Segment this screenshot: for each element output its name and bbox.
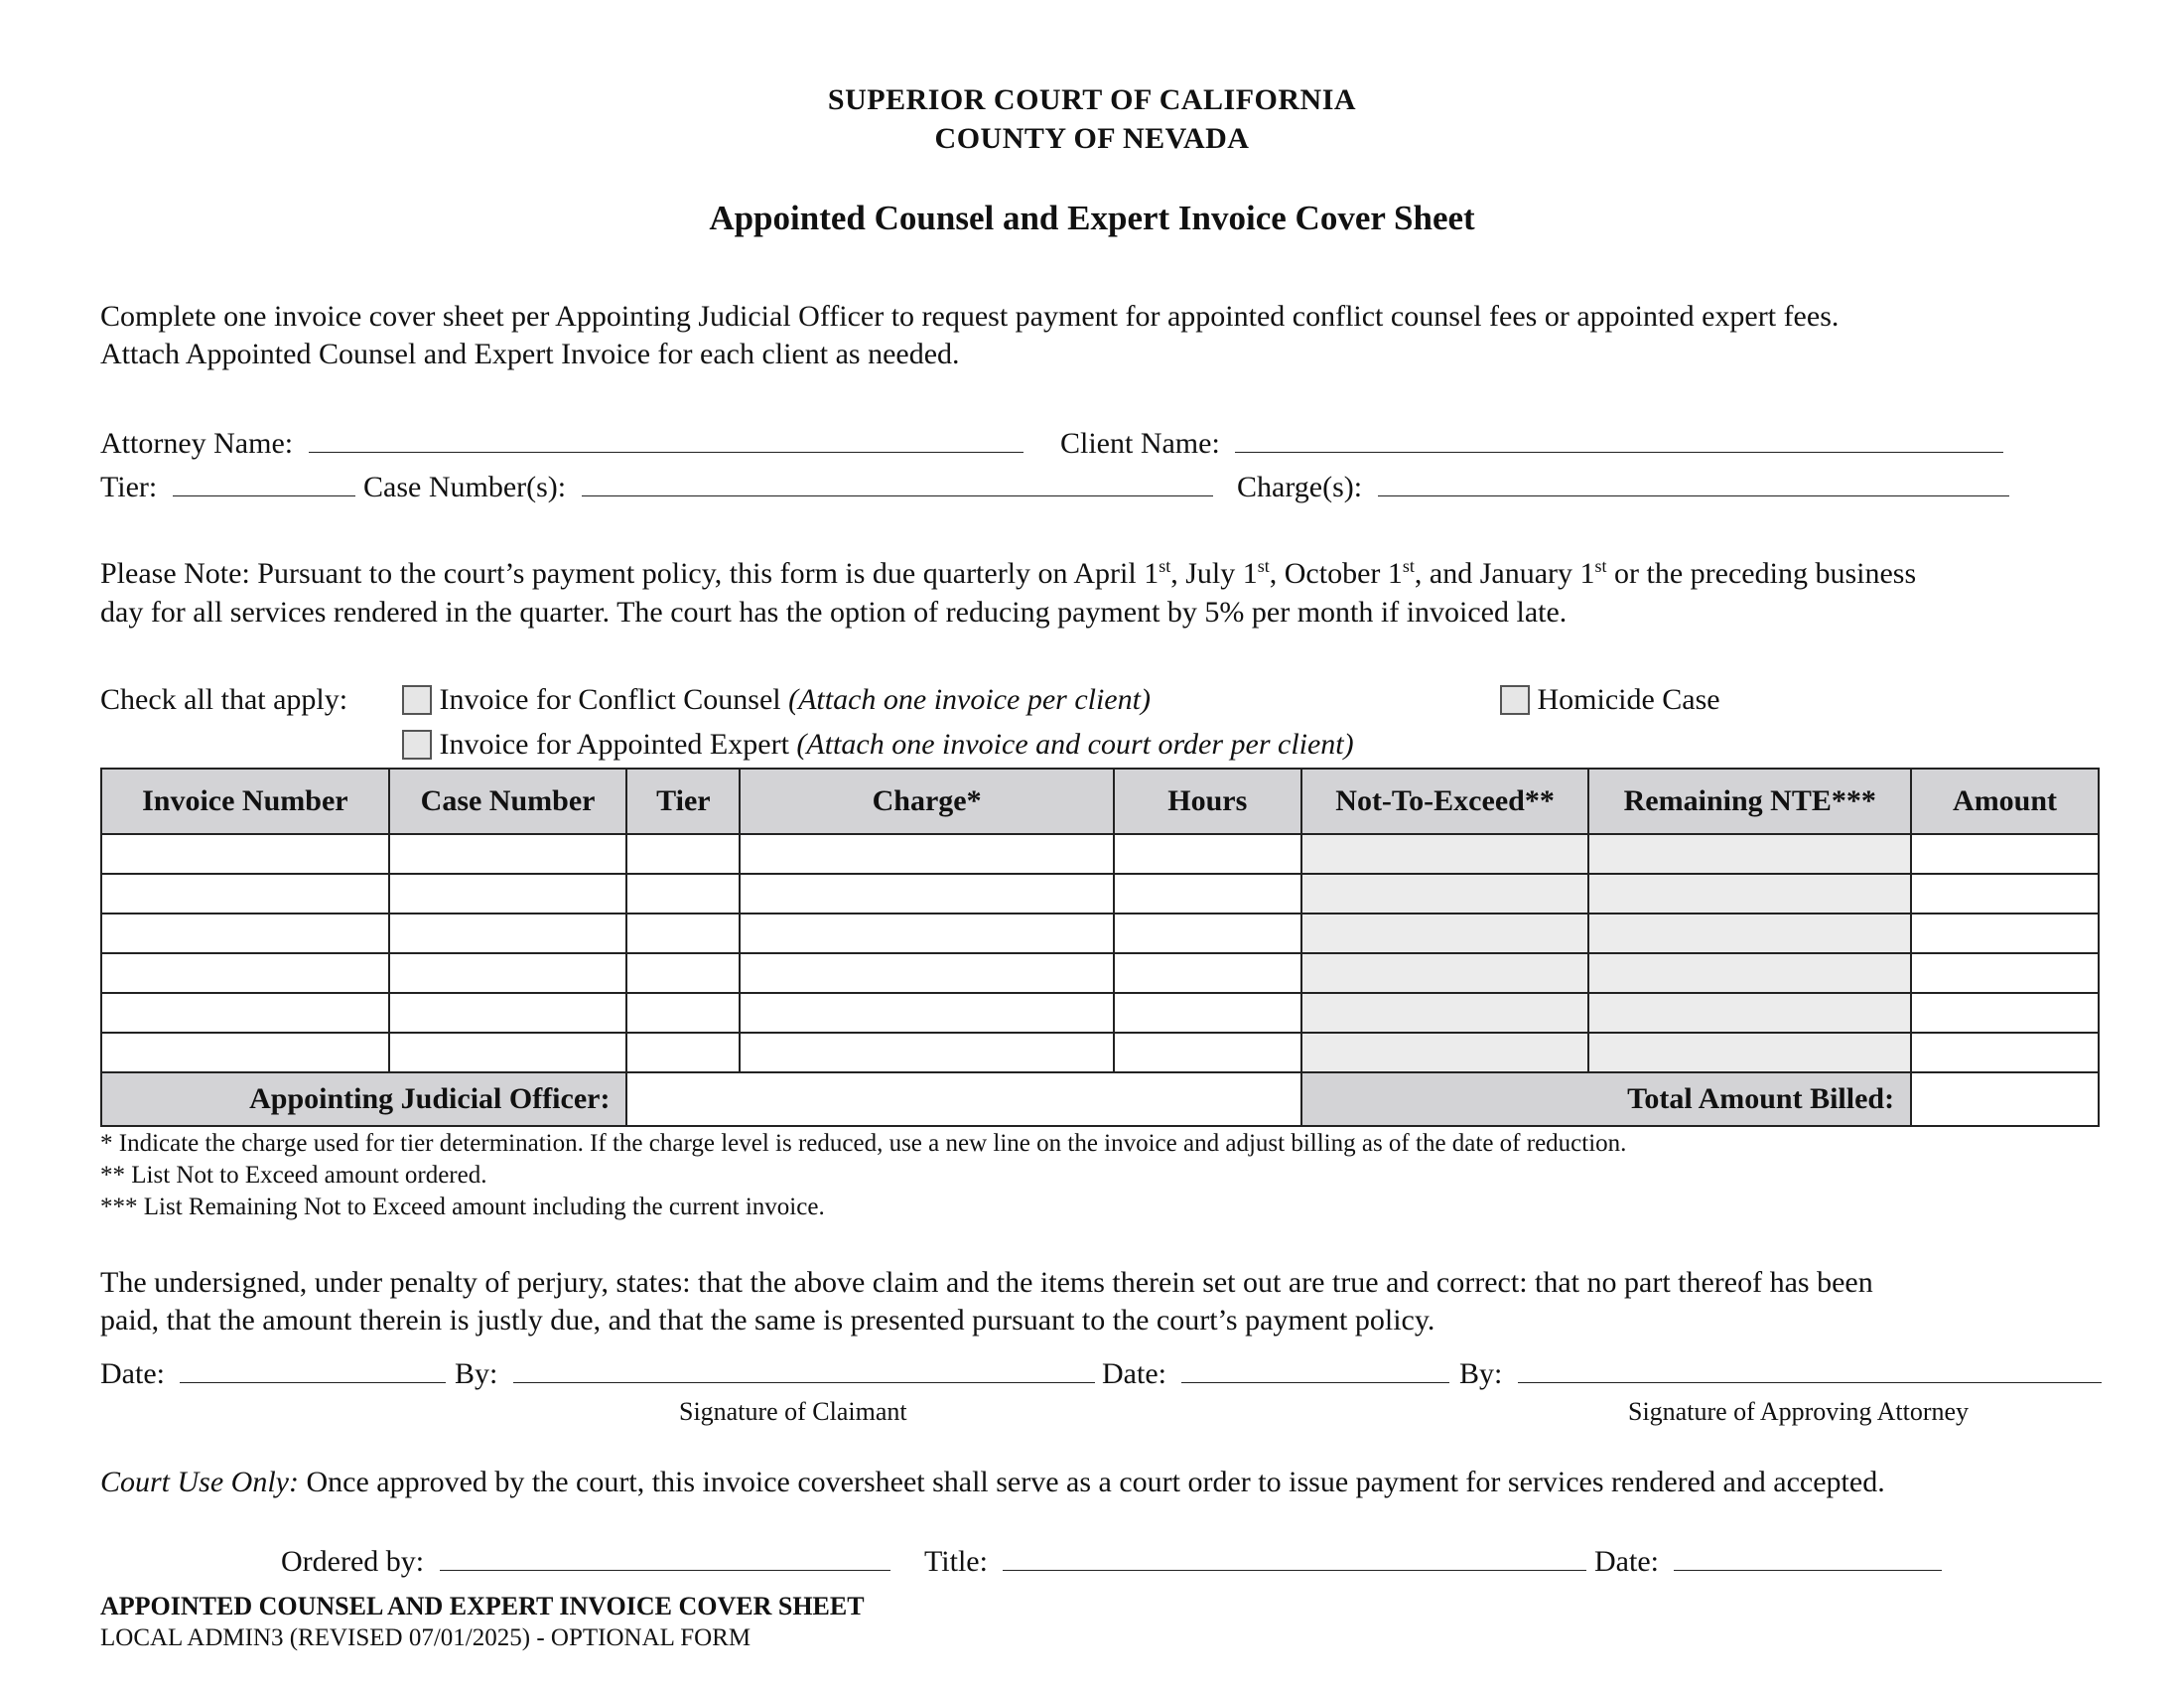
- appointed-expert-checkbox[interactable]: [402, 730, 432, 760]
- table-cell[interactable]: [1588, 834, 1911, 874]
- claimant-by-row: [455, 1356, 1095, 1391]
- table-cell[interactable]: [626, 953, 740, 993]
- table-cell[interactable]: [1114, 993, 1301, 1033]
- table-cell[interactable]: [626, 993, 740, 1033]
- court-name: SUPERIOR COURT OF CALIFORNIA: [827, 83, 1357, 116]
- ordered-by-label: Ordered by:: [281, 1545, 425, 1578]
- table-cell[interactable]: [389, 1033, 627, 1072]
- order-title-label: Title:: [924, 1545, 988, 1578]
- order-title-row: [924, 1544, 1586, 1579]
- appointed-expert-note: (Attach one invoice and court order per client): [796, 728, 1354, 761]
- attorney-name-field[interactable]: [309, 426, 1024, 453]
- table-cell[interactable]: [1301, 1033, 1589, 1072]
- approver-signature-field[interactable]: [1518, 1356, 2102, 1383]
- approver-by-label: By:: [1459, 1357, 1503, 1390]
- note-part-2: , July 1: [1170, 557, 1258, 590]
- note-sup: st: [1402, 556, 1415, 576]
- table-cell[interactable]: [389, 914, 627, 953]
- table-cell[interactable]: [1588, 993, 1911, 1033]
- conflict-counsel-note: (Attach one invoice per client): [788, 683, 1151, 716]
- note-part-3: , October 1: [1269, 557, 1403, 590]
- ordered-by-row: [281, 1544, 890, 1579]
- table-cell[interactable]: [1911, 1033, 2099, 1072]
- conflict-counsel-option: [402, 683, 1151, 717]
- table-cell[interactable]: [626, 914, 740, 953]
- table-row: [101, 834, 2099, 874]
- table-cell[interactable]: [389, 993, 627, 1033]
- column-header: Remaining NTE***: [1588, 769, 1911, 834]
- attorney-name-row: [100, 426, 1024, 461]
- invoice-table: [100, 768, 2100, 1127]
- case-numbers-row: [363, 470, 1213, 504]
- table-cell[interactable]: [101, 834, 389, 874]
- table-row: [101, 953, 2099, 993]
- table-cell[interactable]: [1114, 914, 1301, 953]
- column-header: Charge*: [740, 769, 1114, 834]
- total-amount-label: Total Amount Billed:: [1301, 1072, 1911, 1126]
- column-header: Hours: [1114, 769, 1301, 834]
- table-cell[interactable]: [1588, 874, 1911, 914]
- table-cell[interactable]: [1911, 834, 2099, 874]
- table-cell[interactable]: [740, 834, 1114, 874]
- claimant-signature-caption: Signature of Claimant: [679, 1397, 907, 1426]
- table-cell[interactable]: [1301, 993, 1589, 1033]
- table-cell[interactable]: [626, 874, 740, 914]
- homicide-checkbox[interactable]: [1500, 685, 1530, 715]
- table-cell[interactable]: [740, 953, 1114, 993]
- court-use-only: [100, 1466, 1885, 1499]
- tier-field[interactable]: [173, 470, 355, 496]
- claimant-date-label: Date:: [100, 1357, 165, 1390]
- table-cell[interactable]: [389, 953, 627, 993]
- table-cell[interactable]: [1114, 874, 1301, 914]
- table-cell[interactable]: [101, 1033, 389, 1072]
- form-title-footer: APPOINTED COUNSEL AND EXPERT INVOICE COVER SHEET: [100, 1592, 865, 1620]
- table-cell[interactable]: [740, 914, 1114, 953]
- approver-by-row: [1459, 1356, 2102, 1391]
- tier-label: Tier:: [100, 471, 158, 503]
- tier-row: [100, 470, 355, 504]
- table-cell[interactable]: [740, 1033, 1114, 1072]
- table-cell[interactable]: [1114, 1033, 1301, 1072]
- table-cell[interactable]: [389, 874, 627, 914]
- table-cell[interactable]: [1911, 993, 2099, 1033]
- table-cell[interactable]: [740, 874, 1114, 914]
- order-date-field[interactable]: [1674, 1544, 1942, 1571]
- table-cell[interactable]: [1301, 914, 1589, 953]
- conflict-counsel-label: Invoice for Conflict Counsel: [439, 683, 781, 716]
- county-name: COUNTY OF NEVADA: [934, 122, 1250, 155]
- table-header-row: [101, 769, 2099, 834]
- approver-date-label: Date:: [1102, 1357, 1166, 1390]
- intro-line-1: Complete one invoice cover sheet per Appointing Judicial Officer to request payment for appointed conflict counsel fees or appointed expert fees.: [100, 300, 1840, 333]
- homicide-option: [1500, 683, 1720, 717]
- column-header: Invoice Number: [101, 769, 389, 834]
- appointed-expert-option: [402, 728, 1354, 762]
- claimant-date-field[interactable]: [180, 1356, 446, 1383]
- note-sup: st: [1159, 556, 1171, 576]
- table-row: [101, 874, 2099, 914]
- table-cell[interactable]: [1588, 1033, 1911, 1072]
- table-cell[interactable]: [1911, 874, 2099, 914]
- conflict-counsel-checkbox[interactable]: [402, 685, 432, 715]
- table-row: [101, 993, 2099, 1033]
- approver-signature-caption: Signature of Approving Attorney: [1628, 1397, 1970, 1426]
- table-cell[interactable]: [1301, 834, 1589, 874]
- court-use-text: Once approved by the court, this invoice coversheet shall serve as a court order to issue payment for services rendered and accepted.: [298, 1466, 1885, 1498]
- table-cell[interactable]: [1301, 874, 1589, 914]
- charges-label: Charge(s):: [1237, 471, 1363, 503]
- table-cell[interactable]: [389, 834, 627, 874]
- client-name-label: Client Name:: [1060, 427, 1220, 460]
- column-header: Not-To-Exceed**: [1301, 769, 1589, 834]
- case-numbers-label: Case Number(s):: [363, 471, 567, 503]
- appointing-officer-field[interactable]: [626, 1072, 1300, 1126]
- appointing-officer-label: Appointing Judicial Officer:: [101, 1072, 626, 1126]
- footnote-3: *** List Remaining Not to Exceed amount including the current invoice.: [100, 1194, 825, 1220]
- total-amount-field[interactable]: [1911, 1072, 2099, 1126]
- table-cell[interactable]: [1588, 953, 1911, 993]
- payment-note-line-1: [100, 557, 1916, 591]
- note-sup: st: [1257, 556, 1270, 576]
- approver-date-field[interactable]: [1181, 1356, 1449, 1383]
- declaration-line-1: The undersigned, under penalty of perjury, states: that the above claim and the items therein set out are true and correct: that no part thereof has been: [100, 1266, 1873, 1299]
- footnote-2: ** List Not to Exceed amount ordered.: [100, 1162, 487, 1189]
- table-cell[interactable]: [1911, 953, 2099, 993]
- table-cell[interactable]: [626, 1033, 740, 1072]
- payment-note-line-2: day for all services rendered in the quarter. The court has the option of reducing payment by 5% per month if invoiced late.: [100, 596, 1568, 629]
- table-cell[interactable]: [740, 993, 1114, 1033]
- table-cell[interactable]: [101, 993, 389, 1033]
- table-cell[interactable]: [1301, 953, 1589, 993]
- court-use-label: Court Use Only:: [100, 1466, 299, 1498]
- form-id-footer: LOCAL ADMIN3 (REVISED 07/01/2025) - OPTIONAL FORM: [100, 1624, 751, 1651]
- order-date-row: [1594, 1544, 1942, 1579]
- claimant-date-row: [100, 1356, 446, 1391]
- note-sup: st: [1594, 556, 1607, 576]
- order-title-field[interactable]: [1003, 1544, 1586, 1571]
- page-title: Appointed Counsel and Expert Invoice Cover Sheet: [709, 199, 1475, 237]
- charges-row: [1237, 470, 2009, 504]
- homicide-label: Homicide Case: [1537, 683, 1720, 716]
- case-numbers-field[interactable]: [582, 470, 1213, 496]
- approver-date-row: [1102, 1356, 1449, 1391]
- charges-field[interactable]: [1378, 470, 2009, 496]
- table-cell[interactable]: [626, 834, 740, 874]
- note-part-5: or the preceding business: [1606, 557, 1917, 590]
- attorney-name-label: Attorney Name:: [100, 427, 294, 460]
- table-footer-row: [101, 1072, 2099, 1126]
- note-part-1: Please Note: Pursuant to the court’s payment policy, this form is due quarterly on April 1: [100, 557, 1160, 590]
- table-cell[interactable]: [101, 953, 389, 993]
- note-part-4: , and January 1: [1414, 557, 1595, 590]
- table-cell[interactable]: [1588, 914, 1911, 953]
- client-name-field[interactable]: [1235, 426, 2003, 453]
- order-date-label: Date:: [1594, 1545, 1659, 1578]
- column-header: Tier: [626, 769, 740, 834]
- client-name-row: [1060, 426, 2003, 461]
- intro-line-2: Attach Appointed Counsel and Expert Invoice for each client as needed.: [100, 338, 960, 370]
- table-cell[interactable]: [1114, 953, 1301, 993]
- footnote-1: * Indicate the charge used for tier determination. If the charge level is reduced, use a new line on the invoice and adjust billing as of the date of reduction.: [100, 1130, 1627, 1157]
- check-all-label: Check all that apply:: [100, 683, 348, 716]
- table-cell[interactable]: [101, 914, 389, 953]
- column-header: Amount: [1911, 769, 2099, 834]
- ordered-by-field[interactable]: [440, 1544, 890, 1571]
- table-row: [101, 1033, 2099, 1072]
- table-cell[interactable]: [1114, 834, 1301, 874]
- table-cell[interactable]: [101, 874, 389, 914]
- table-cell[interactable]: [1911, 914, 2099, 953]
- claimant-signature-field[interactable]: [513, 1356, 1095, 1383]
- column-header: Case Number: [389, 769, 627, 834]
- declaration-line-2: paid, that the amount therein is justly due, and that the same is presented pursuant to the court’s payment policy.: [100, 1304, 1435, 1336]
- appointed-expert-label: Invoice for Appointed Expert: [439, 728, 789, 761]
- table-row: [101, 914, 2099, 953]
- claimant-by-label: By:: [455, 1357, 498, 1390]
